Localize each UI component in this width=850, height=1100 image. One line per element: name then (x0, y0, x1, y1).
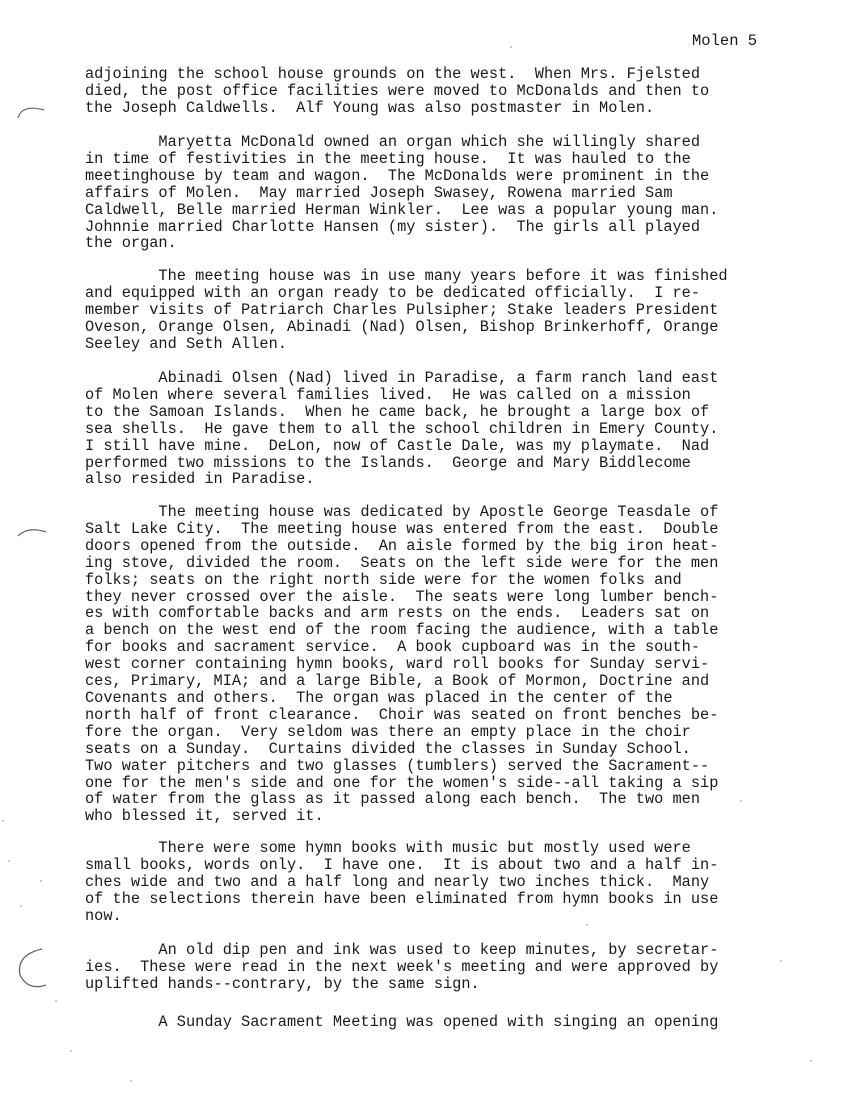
paragraph-5 (85, 504, 785, 825)
text-line: sea shells. He gave them to all the school children in Emery County. (85, 419, 719, 438)
text-line: and equipped with an organ ready to be dedicated officially. I re- (85, 283, 701, 302)
text-line: one for the men's side and one for the women's side--all taking a sip (85, 773, 719, 792)
text-line: Abinadi Olsen (Nad) lived in Paradise, a farm ranch land east (85, 369, 719, 387)
paragraph-6 (85, 840, 785, 925)
text-line: affairs of Molen. May married Joseph Swasey, Rowena married Sam (85, 183, 673, 202)
text-line: Two water pitchers and two glasses (tumblers) served the Sacrament-- (85, 756, 710, 775)
text-line: for books and sacrament service. A book cupboard was in the south- (85, 638, 701, 657)
text-line: ies. These were read in the next week's meeting and were approved by (85, 957, 719, 976)
scan-speckle (780, 960, 782, 962)
text-line: a bench on the west end of the room facing the audience, with a table (85, 621, 719, 640)
scan-speckle (40, 880, 42, 882)
text-line: Covenants and others. The organ was placed in the center of the (85, 688, 673, 707)
text-line: the Joseph Caldwells. Alf Young was also postmaster in Molen. (85, 98, 655, 117)
text-line: small books, words only. I have one. It is about two and a half in- (85, 855, 719, 874)
text-line: An old dip pen and ink was used to keep minutes, by secretar- (85, 941, 719, 959)
text-line: member visits of Patriarch Charles Pulsipher; Stake leaders President (85, 300, 719, 319)
text-line: Salt Lake City. The meeting house was entered from the east. Double (85, 519, 719, 538)
text-line: of water from the glass as it passed along each bench. The two men (85, 790, 701, 809)
paragraph-7 (85, 942, 785, 993)
text-line: they never crossed over the aisle. The seats were long lumber bench- (85, 587, 719, 606)
scan-speckle (510, 46, 512, 48)
text-line: performed two missions to the Islands. George and Mary Biddlecome (85, 453, 691, 472)
text-line: fore the organ. Very seldom was there an empty place in the choir (85, 722, 691, 741)
text-line: west corner containing hymn books, ward roll books for Sunday servi- (85, 655, 710, 674)
text-line: Oveson, Orange Olsen, Abinadi (Nad) Olsen, Bishop Brinkerhoff, Orange (85, 317, 719, 336)
text-line: also resided in Paradise. (85, 470, 315, 489)
paragraph-1 (85, 66, 785, 117)
text-line: There were some hymn books with music but mostly used were (85, 839, 691, 857)
punch-hole-mark (12, 945, 52, 995)
text-line: I still have mine. DeLon, now of Castle Dale, was my playmate. Nad (85, 436, 710, 455)
text-line: A Sunday Sacrament Meeting was opened with singing an opening (85, 1013, 719, 1031)
text-line: ches wide and two and a half long and nearly two inches thick. Many (85, 872, 710, 891)
text-line: Johnnie married Charlotte Hansen (my sister). The girls all played (85, 217, 701, 236)
text-line: The meeting house was dedicated by Apostle George Teasdale of (85, 503, 719, 521)
text-line: adjoining the school house grounds on the west. When Mrs. Fjelsted (85, 65, 701, 83)
text-line: Seeley and Seth Allen. (85, 334, 287, 353)
text-line: of the selections therein have been eliminated from hymn books in use (85, 889, 719, 908)
text-line: ing stove, divided the room. Seats on the left side were for the men (85, 553, 719, 572)
paragraph-8 (85, 1014, 785, 1031)
text-line: north half of front clearance. Choir was seated on front benches be- (85, 705, 719, 724)
text-line: now. (85, 906, 122, 925)
scan-speckle (740, 800, 742, 802)
text-line: to the Samoan Islands. When he came back, he brought a large box of (85, 402, 710, 421)
scan-speckle (70, 1050, 72, 1052)
text-line: meetinghouse by team and wagon. The McDonalds were prominent in the (85, 166, 710, 185)
text-line: Caldwell, Belle married Herman Winkler. Lee was a popular young man. (85, 200, 719, 219)
text-line: folks; seats on the right north side were for the women folks and (85, 570, 682, 589)
punch-hole-mark (14, 100, 48, 122)
text-line: who blessed it, served it. (85, 807, 324, 826)
text-line: the organ. (85, 234, 177, 253)
paragraph-4 (85, 370, 785, 488)
text-line: in time of festivities in the meeting house. It was hauled to the (85, 149, 691, 168)
scan-speckle (2, 820, 4, 822)
text-line: Maryetta McDonald owned an organ which she willingly shared (85, 133, 701, 151)
text-line: died, the post office facilities were moved to McDonalds and then to (85, 81, 710, 100)
text-line: doors opened from the outside. An aisle formed by the big iron heat- (85, 536, 719, 555)
scan-speckle (8, 860, 10, 862)
paragraph-2 (85, 134, 785, 252)
scan-speckle (55, 1000, 57, 1002)
scan-speckle (586, 924, 588, 926)
punch-hole-mark (16, 520, 48, 542)
page-header: Molen 5 (692, 32, 758, 50)
scan-speckle (130, 1080, 132, 1082)
text-line: es with comfortable backs and arm rests on the ends. Leaders sat on (85, 604, 710, 623)
scan-speckle (810, 1060, 812, 1062)
text-line: of Molen where several families lived. He was called on a mission (85, 385, 691, 404)
scan-speckle (20, 905, 22, 907)
text-line: uplifted hands--contrary, by the same sign. (85, 974, 480, 993)
paragraph-3 (85, 268, 785, 353)
text-line: seats on a Sunday. Curtains divided the classes in Sunday School. (85, 739, 691, 758)
text-line: The meeting house was in use many years before it was finished (85, 267, 728, 285)
text-line: ces, Primary, MIA; and a large Bible, a Book of Mormon, Doctrine and (85, 672, 710, 691)
